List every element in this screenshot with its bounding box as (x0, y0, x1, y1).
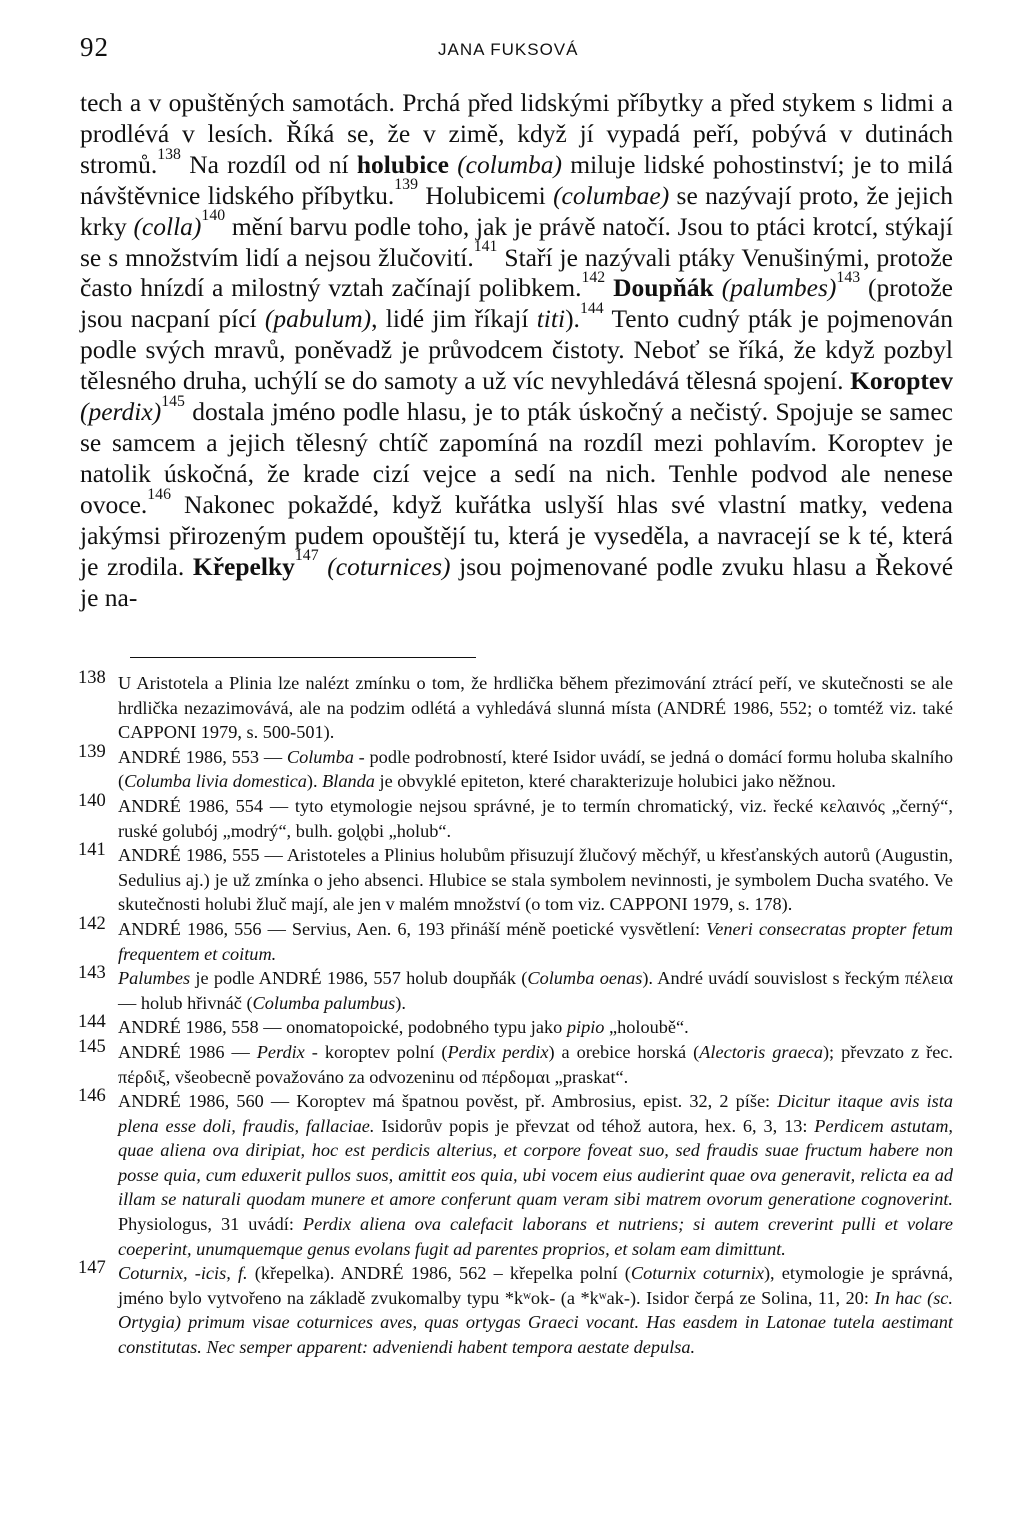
page-number: 92 (80, 32, 109, 62)
footnote-text (118, 966, 953, 1015)
text-run (449, 150, 457, 179)
text-run: ANDRÉ 1986, 555 — Aristoteles a Plinius holubům přisuzují žlučový měchýř, u křesťanských autorů (Augustin, Sedulius aj.) je už zmínka o jeho absenci. Hlubice se stala symbolem nevinnosti, je symbolem Ducha svatého. Ve skutečnosti holubi žluč mají, ale jen v malém množství (o tom viz. CAPPONI 1979, s. 178). (118, 845, 953, 915)
footnote-ref: 147 (294, 547, 319, 565)
footnote (78, 1086, 953, 1261)
text-run: , lidé jim říkají (371, 304, 537, 334)
text-run (605, 273, 613, 302)
text-run: „holoubě“. (604, 1017, 689, 1038)
italic-run: (columba) (457, 149, 562, 179)
footnote-text (118, 843, 953, 917)
footnote-number: 143 (78, 963, 106, 984)
footnote (78, 1036, 953, 1089)
footnote-text (118, 1261, 953, 1359)
italic-run: Perdix aliena ova calefacit laborans et nutriens; si autem creverint pulli et volare coeperint, unumquemque genus evolans fugit ad parentes proprios, et solam eam dimittunt. (118, 1214, 953, 1259)
running-head: JANA FUKSOVÁ (438, 40, 579, 59)
text-run: ). (565, 304, 580, 334)
footnote-number: 138 (78, 668, 106, 688)
text-run: je podle ANDRÉ 1986, 557 holub doupňák ( (190, 968, 528, 989)
italic-run: Columba oenas (527, 968, 643, 989)
text-run: ANDRÉ 1986, 554 — tyto etymologie nejsou správné, je to termín chromatický, viz. řecké κελαινός „černý“, ruské golubój „modrý“, bulh. gol̨ǫbi „holub“. (118, 795, 953, 841)
italic-run: Palumbes (118, 968, 191, 989)
text-run: ANDRÉ 1986, 558 — onomatopoické, podobného typu jako (118, 1017, 567, 1038)
text-run: dostala jméno podle hlasu, je to pták úskočný a nečistý. Spojuje se samec se samcem a jejich tělesný chtíč zapomíná na rozdíl mezi pohlavím. Koroptev je natolik úskočná, že krade cizí vejce a sedí na nich. Tenhle podvod ale nenese ovoce. (80, 397, 953, 519)
footnote-number: 144 (78, 1012, 106, 1033)
text-run: Isidorův popis je převzat od téhož autora, hex. 6, 3, 13: (374, 1115, 815, 1136)
text-run: - koroptev polní ( (304, 1041, 448, 1062)
italic-run: Dicitur itaque avis ista plena esse doli, fraudis, fallaciae. (118, 1091, 953, 1136)
text-run: tech a v opuštěných samotách. Prchá před lidskými příbytky a před stykem s lidmi a prodlévá v lesích. Říká se, že v zimě, když jí vypadá peří, pobývá v dutinách stromů. (80, 88, 953, 179)
footnote-text (118, 917, 953, 966)
footnote-number: 145 (78, 1036, 106, 1057)
italic-run: Perdix (256, 1041, 305, 1062)
footnote-ref: 142 (581, 269, 606, 287)
italic-run: Coturnix, -icis, f. (118, 1263, 248, 1284)
italic-run: (columbae) (553, 180, 670, 210)
italic-run: Columba palumbus (252, 992, 396, 1013)
footnote-number: 146 (78, 1086, 106, 1107)
text-run: (křepelka). ANDRÉ 1986, 562 – křepelka polní ( (247, 1263, 631, 1284)
italic-run: Perdicem astutam, quae aliena ova diripiat, hoc est perdicis alterius, et corpore foveat suo, sed fraudis suae fructum habere non posse quia, cum eduxerit pullos suos, amittit eos quia, ubi vocem eius audierint quae ova generavit, relicta ea ad illam se naturali quodam munere et amore conferunt quam veram sibi matrem ovorum generatione cognoverint. (118, 1115, 953, 1210)
text-run: ). André uvádí souvislost s řeckým πέλεια — holub hřivnáč ( (118, 968, 953, 1013)
footnote (78, 913, 953, 966)
bold-term: Doupňák (613, 273, 714, 303)
bold-term: Křepelky (192, 551, 295, 581)
text-run: ); převzato z řec. πέρδιξ, všeobecně považováno za odvozeninu od πέρδομαι „praskat“. (118, 1041, 953, 1087)
text-run: ANDRÉ 1986, 560 — Koroptev má špatnou pověst, př. Ambrosius, epist. 32, 2 píše: (118, 1091, 778, 1112)
footnote-ref: 138 (157, 145, 181, 163)
italic-run: (pabulum) (264, 304, 372, 334)
italic-run: (palumbes) (721, 273, 837, 303)
footnote (78, 1012, 953, 1040)
footnote-ref: 143 (836, 269, 861, 287)
text-run: jsou pojmenované podle zvuku hlasu a Řekové je na- (80, 551, 954, 612)
footnote-ref: 146 (147, 485, 171, 503)
text-run: Na rozdíl od ní (180, 149, 357, 179)
text-run: Staří je nazývali ptáky Venušinými, protože často hnízdí a milostný vztah začínají polibkem. (80, 242, 953, 303)
footnote-number: 147 (78, 1258, 106, 1279)
footnote-text (118, 671, 953, 745)
text-run: ANDRÉ 1986 — (118, 1041, 257, 1062)
text-run: miluje lidské pohostinství; je to milá návštěvnice lidského příbytku. (80, 149, 953, 210)
italic-run: titi (536, 304, 566, 334)
text-run: se nazývají proto, že jejich krky (80, 180, 954, 241)
italic-run: Perdix perdix (447, 1041, 549, 1062)
footnotes (78, 668, 953, 1360)
footnote-ref: 144 (579, 300, 604, 318)
italic-run: Coturnix coturnix (630, 1263, 764, 1284)
text-run: mění barvu podle toho, jak je právě natočí. Jsou to ptáci krotcí, stýkají se s množstvím lidí a nejsou žlučovití. (80, 211, 953, 272)
italic-run: (coturnices) (327, 551, 451, 581)
text-run (319, 552, 328, 581)
italic-run: Blanda (322, 771, 375, 792)
footnote-separator (130, 657, 476, 658)
text-run: ) a orebice horská ( (548, 1041, 700, 1062)
footnote (78, 668, 953, 745)
text-run: ). (306, 771, 323, 792)
main-paragraph (80, 88, 953, 613)
footnote-text (118, 794, 953, 843)
text-run (714, 273, 722, 302)
text-run: U Aristotela a Plinia lze nalézt zmínku o tom, že hrdlička během přezimování ztrácí peří, ve skutečnosti se ale hrdlička nezazimovává, ale na podzim odlétá a vyhledává slunná místa (ANDRÉ 1986, 552; o tomtéž viz. také CAPPONI 1979, s. 500-501). (118, 673, 953, 743)
bold-term: Koroptev (850, 366, 953, 396)
footnote-number: 141 (78, 840, 106, 861)
text-run: Holubicemi (417, 180, 554, 210)
text-run: ANDRÉ 1986, 556 — Servius, Aen. 6, 193 přináší méně poetické vysvětlení: (118, 918, 707, 939)
footnote-text (118, 1040, 953, 1089)
italic-run: Columba livia domestica (124, 771, 307, 792)
footnote (78, 840, 953, 917)
bold-term: holubice (356, 149, 449, 179)
italic-run: pipio (566, 1017, 605, 1038)
text-run: (protože jsou nacpaní pící (80, 273, 954, 334)
footnote (78, 963, 953, 1015)
text-run: Nakonec pokaždé, když kuřátka uslyší hlas své vlastní matky, vedena jakýmsi přirozeným pudem opouštějí tu, která je vyseděla, a navracejí se k té, která je zrodila. (80, 489, 953, 581)
footnote-number: 140 (78, 790, 106, 811)
footnote-ref: 145 (161, 392, 185, 410)
text-run: ANDRÉ 1986, 553 — (118, 746, 287, 767)
italic-run: Veneri consecratas propter fetum frequentem et coitum. (118, 918, 953, 964)
footnote-number: 142 (78, 913, 106, 934)
italic-run: Alectoris graeca (699, 1041, 823, 1062)
text-run: Physiologus, 31 uvádí: (118, 1214, 303, 1235)
text-run: ). (395, 992, 406, 1013)
footnote-text (118, 1015, 953, 1040)
main-text (80, 88, 953, 613)
footnote (78, 790, 953, 843)
footnote-ref: 139 (394, 176, 418, 194)
footnote-text (118, 1089, 953, 1261)
italic-run: In hac (sc. Ortygia) primum visae coturnices aves, quas ortygas Graeci vocant. Has easdem in Latonae tutela aestimant constitutas. Nec semper apparent: adveniendi habent tempora aestate depulsa. (118, 1287, 953, 1358)
footnote-ref: 140 (201, 207, 226, 225)
italic-run: Columba (286, 746, 354, 767)
footnote-number: 139 (78, 741, 106, 762)
footnote (78, 741, 953, 794)
italic-run: (perdix) (80, 397, 162, 427)
text-run: - podle podrobností, které Isidor uvádí, se jedná o domácí formu holuba skalního ( (118, 746, 953, 792)
text-run: je obvyklé epiteton, které charakterizuje holubici jako něžnou. (374, 771, 836, 792)
text-run: ), etymologie je správná, jméno bylo vytvořeno na základě zvukomalby typu *kʷok- (a *kʷak-). Isidor čerpá ze Solina, 11, 20: (118, 1263, 953, 1308)
footnote-text (118, 745, 953, 794)
footnote (78, 1258, 953, 1359)
italic-run: (colla) (133, 211, 202, 241)
footnote-ref: 141 (473, 238, 498, 256)
text-run: Tento cudný pták je pojmenován podle svých mravů, poněvadž je průvodcem čistoty. Neboť se říká, že když pozbyl tělesného druha, uchýlí se do samoty a už víc nevyhledává tělesná spojení. (80, 304, 953, 396)
